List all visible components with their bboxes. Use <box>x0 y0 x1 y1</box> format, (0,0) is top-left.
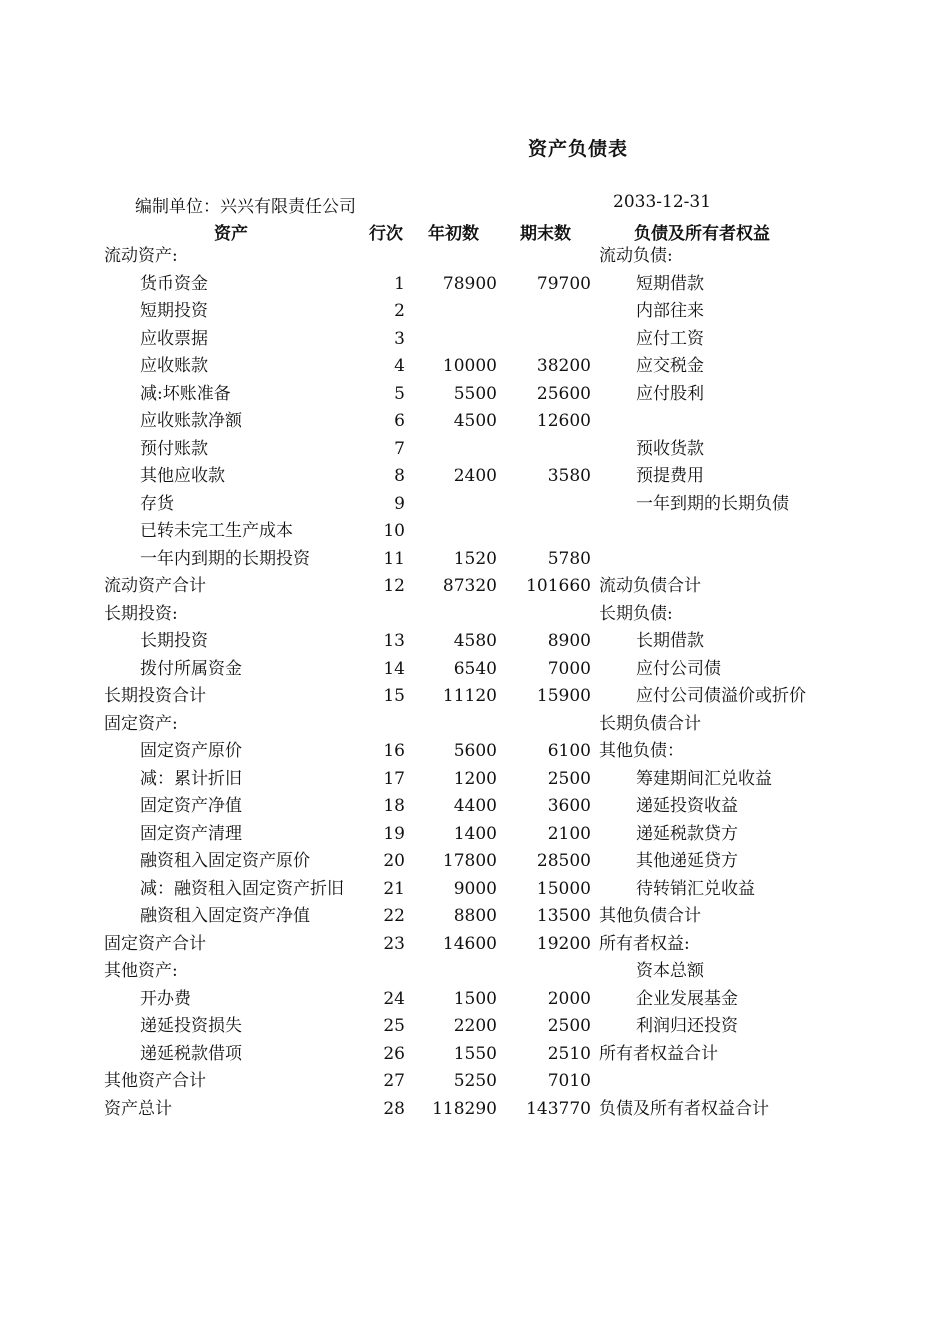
asset-cell: 应收票据 <box>140 328 208 349</box>
table-row <box>0 683 950 711</box>
asset-cell: 固定资产净值 <box>140 796 242 816</box>
liability-cell: 应付公司债溢价或折价 <box>636 686 806 706</box>
asset-cell: 开办费 <box>140 988 191 1009</box>
beginning-value-cell: 78900 <box>442 273 497 294</box>
beginning-value-cell: 1400 <box>453 823 497 844</box>
asset-cell: 减:坏账准备 <box>140 383 231 404</box>
liability-cell: 预收货款 <box>636 438 704 459</box>
line-number-cell: 18 <box>383 796 405 816</box>
asset-cell: 货币资金 <box>140 273 208 294</box>
beginning-value-cell: 8800 <box>453 906 497 926</box>
line-number-cell: 14 <box>383 658 405 679</box>
ending-value-cell: 38200 <box>536 356 591 376</box>
ending-value-cell: 28500 <box>536 851 591 871</box>
ending-value-cell: 2500 <box>547 768 591 789</box>
ending-value-cell: 13500 <box>536 906 591 926</box>
line-number-cell: 20 <box>383 851 405 871</box>
liability-cell: 利润归还投资 <box>636 1016 738 1036</box>
table-row <box>0 353 950 381</box>
table-row <box>0 1041 950 1069</box>
liability-cell: 内部往来 <box>636 301 704 321</box>
asset-cell: 长期投资: <box>104 603 178 624</box>
ending-value-cell: 25600 <box>536 383 591 404</box>
asset-cell: 流动资产: <box>104 246 178 266</box>
line-number-cell: 15 <box>383 686 405 706</box>
table-row <box>0 326 950 354</box>
liability-cell: 长期负债合计 <box>599 713 701 734</box>
line-number-cell: 28 <box>383 1098 405 1119</box>
beginning-value-cell: 14600 <box>442 933 497 954</box>
asset-cell: 固定资产原价 <box>140 741 242 761</box>
beginning-value-cell: 11120 <box>442 686 497 706</box>
line-number-cell: 25 <box>383 1016 405 1036</box>
line-number-cell: 1 <box>394 273 405 294</box>
table-row <box>0 408 950 436</box>
table-row <box>0 463 950 491</box>
table-row <box>0 711 950 739</box>
ending-value-cell: 143770 <box>526 1098 591 1119</box>
beginning-value-cell: 1550 <box>453 1043 497 1064</box>
asset-cell: 长期投资 <box>140 631 208 651</box>
beginning-value-cell: 118290 <box>432 1098 497 1119</box>
line-number-cell: 4 <box>394 356 405 376</box>
asset-cell: 流动资产合计 <box>104 576 206 596</box>
liability-cell: 预提费用 <box>636 466 704 486</box>
header-begin: 年初数 <box>428 224 479 244</box>
header-liab: 负债及所有者权益 <box>634 224 770 244</box>
line-number-cell: 24 <box>383 988 405 1009</box>
ending-value-cell: 6100 <box>547 741 591 761</box>
line-number-cell: 26 <box>383 1043 405 1064</box>
line-number-cell: 19 <box>383 823 405 844</box>
liability-cell: 所有者权益合计 <box>599 1043 718 1064</box>
liability-cell: 长期负债: <box>599 603 673 624</box>
asset-cell: 固定资产合计 <box>104 933 206 954</box>
liability-cell: 资本总额 <box>636 961 704 981</box>
asset-cell: 其他资产: <box>104 961 178 981</box>
line-number-cell: 13 <box>383 631 405 651</box>
liability-cell: 其他负债合计 <box>599 906 701 926</box>
balance-sheet-table <box>0 243 950 1123</box>
asset-cell: 资产总计 <box>104 1098 172 1119</box>
header-line: 行次 <box>369 224 403 244</box>
asset-cell: 一年内到期的长期投资 <box>140 548 310 569</box>
table-row <box>0 243 950 271</box>
liability-cell: 流动负债: <box>599 246 673 266</box>
asset-cell: 其他资产合计 <box>104 1071 206 1091</box>
table-row <box>0 903 950 931</box>
table-row <box>0 518 950 546</box>
asset-cell: 应收账款 <box>140 356 208 376</box>
table-row <box>0 436 950 464</box>
line-number-cell: 8 <box>394 466 405 486</box>
beginning-value-cell: 5600 <box>453 741 497 761</box>
beginning-value-cell: 5250 <box>453 1071 497 1091</box>
header-end: 期末数 <box>520 224 571 244</box>
ending-value-cell: 79700 <box>536 273 591 294</box>
line-number-cell: 17 <box>383 768 405 789</box>
table-row <box>0 876 950 904</box>
beginning-value-cell: 87320 <box>442 576 497 596</box>
beginning-value-cell: 4580 <box>453 631 497 651</box>
asset-cell: 短期投资 <box>140 301 208 321</box>
liability-cell: 短期借款 <box>636 273 704 294</box>
table-row <box>0 656 950 684</box>
table-row <box>0 271 950 299</box>
table-row <box>0 738 950 766</box>
unit-label: 编制单位：兴兴有限责任公司 <box>135 197 356 217</box>
ending-value-cell: 5780 <box>547 548 591 569</box>
table-row <box>0 931 950 959</box>
beginning-value-cell: 9000 <box>453 878 497 899</box>
asset-cell: 应收账款净额 <box>140 411 242 431</box>
liability-cell: 递延投资收益 <box>636 796 738 816</box>
line-number-cell: 9 <box>394 493 405 514</box>
ending-value-cell: 2510 <box>547 1043 591 1064</box>
beginning-value-cell: 5500 <box>453 383 497 404</box>
liability-cell: 筹建期间汇兑收益 <box>636 768 772 789</box>
ending-value-cell: 2500 <box>547 1016 591 1036</box>
asset-cell: 存货 <box>140 493 174 514</box>
liability-cell: 应付股利 <box>636 383 704 404</box>
liability-cell: 负债及所有者权益合计 <box>599 1098 769 1119</box>
beginning-value-cell: 4500 <box>453 411 497 431</box>
asset-cell: 预付账款 <box>140 438 208 459</box>
beginning-value-cell: 4400 <box>453 796 497 816</box>
line-number-cell: 27 <box>383 1071 405 1091</box>
asset-cell: 拨付所属资金 <box>140 658 242 679</box>
liability-cell: 待转销汇兑收益 <box>636 878 755 899</box>
table-row <box>0 986 950 1014</box>
table-row <box>0 821 950 849</box>
line-number-cell: 3 <box>394 328 405 349</box>
table-row <box>0 766 950 794</box>
ending-value-cell: 12600 <box>536 411 591 431</box>
liability-cell: 一年到期的长期负债 <box>636 493 789 514</box>
line-number-cell: 10 <box>383 521 405 541</box>
asset-cell: 减：融资租入固定资产折旧 <box>140 878 344 899</box>
table-row <box>0 1068 950 1096</box>
ending-value-cell: 2100 <box>547 823 591 844</box>
ending-value-cell: 101660 <box>526 576 591 596</box>
asset-cell: 递延投资损失 <box>140 1016 242 1036</box>
liability-cell: 流动负债合计 <box>599 576 701 596</box>
table-row <box>0 298 950 326</box>
beginning-value-cell: 1200 <box>453 768 497 789</box>
ending-value-cell: 3580 <box>547 466 591 486</box>
beginning-value-cell: 1500 <box>453 988 497 1009</box>
line-number-cell: 2 <box>394 301 405 321</box>
line-number-cell: 21 <box>383 878 405 899</box>
line-number-cell: 11 <box>383 548 405 569</box>
liability-cell: 应付公司债 <box>636 658 721 679</box>
line-number-cell: 7 <box>394 438 405 459</box>
liability-cell: 应付工资 <box>636 328 704 349</box>
asset-cell: 长期投资合计 <box>104 686 206 706</box>
table-row <box>0 848 950 876</box>
ending-value-cell: 3600 <box>547 796 591 816</box>
line-number-cell: 5 <box>394 383 405 404</box>
asset-cell: 融资租入固定资产净值 <box>140 906 310 926</box>
beginning-value-cell: 6540 <box>453 658 497 679</box>
beginning-value-cell: 17800 <box>442 851 497 871</box>
asset-cell: 已转未完工生产成本 <box>140 521 293 541</box>
liability-cell: 企业发展基金 <box>636 988 738 1009</box>
asset-cell: 融资租入固定资产原价 <box>140 851 310 871</box>
asset-cell: 递延税款借项 <box>140 1043 242 1064</box>
table-row <box>0 1013 950 1041</box>
ending-value-cell: 7010 <box>547 1071 591 1091</box>
ending-value-cell: 7000 <box>547 658 591 679</box>
table-row <box>0 546 950 574</box>
liability-cell: 其他递延贷方 <box>636 851 738 871</box>
beginning-value-cell: 10000 <box>442 356 497 376</box>
line-number-cell: 12 <box>383 576 405 596</box>
asset-cell: 其他应收款 <box>140 466 225 486</box>
table-row <box>0 958 950 986</box>
report-date: 2033-12-31 <box>613 192 712 212</box>
asset-cell: 固定资产: <box>104 713 178 734</box>
ending-value-cell: 8900 <box>547 631 591 651</box>
asset-cell: 减：累计折旧 <box>140 768 242 789</box>
beginning-value-cell: 1520 <box>453 548 497 569</box>
table-row <box>0 601 950 629</box>
liability-cell: 长期借款 <box>636 631 704 651</box>
ending-value-cell: 19200 <box>536 933 591 954</box>
table-row <box>0 573 950 601</box>
table-row <box>0 628 950 656</box>
table-row <box>0 1096 950 1124</box>
asset-cell: 固定资产清理 <box>140 823 242 844</box>
line-number-cell: 16 <box>383 741 405 761</box>
beginning-value-cell: 2200 <box>453 1016 497 1036</box>
liability-cell: 应交税金 <box>636 356 704 376</box>
ending-value-cell: 15000 <box>536 878 591 899</box>
ending-value-cell: 2000 <box>547 988 591 1009</box>
beginning-value-cell: 2400 <box>453 466 497 486</box>
table-row <box>0 793 950 821</box>
page-title: 资产负债表 <box>527 138 628 160</box>
table-row <box>0 491 950 519</box>
line-number-cell: 22 <box>383 906 405 926</box>
line-number-cell: 23 <box>383 933 405 954</box>
header-asset: 资产 <box>214 224 248 244</box>
table-row <box>0 381 950 409</box>
liability-cell: 所有者权益: <box>599 933 690 954</box>
ending-value-cell: 15900 <box>536 686 591 706</box>
line-number-cell: 6 <box>394 411 405 431</box>
liability-cell: 递延税款贷方 <box>636 823 738 844</box>
liability-cell: 其他负债： <box>599 741 684 761</box>
